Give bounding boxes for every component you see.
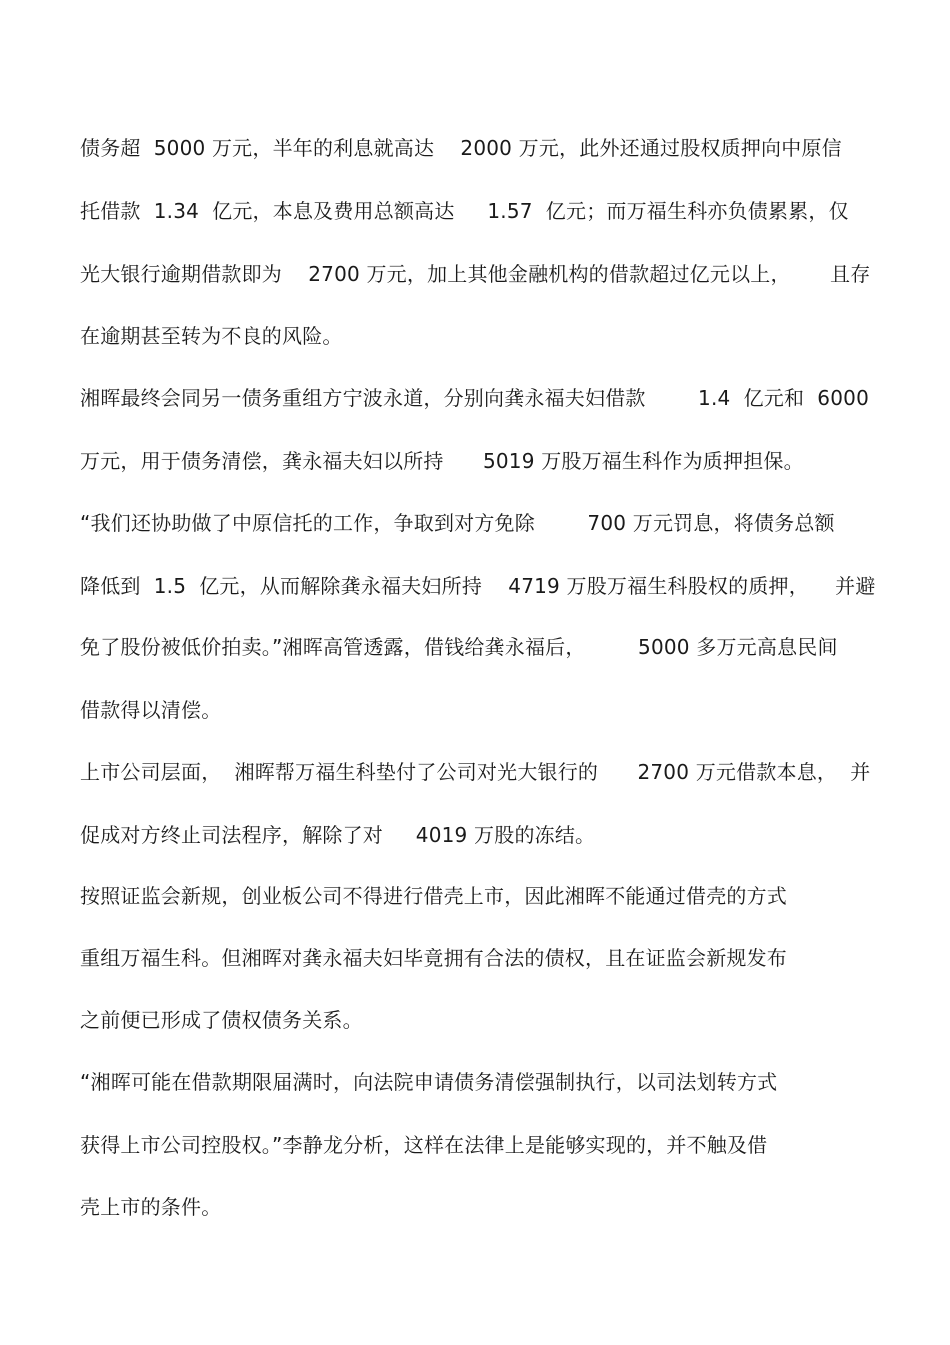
text-line: 之前便已形成了债权债务关系。 [80,1008,363,1032]
text-line: “我们还协助做了中原信托的工作，争取到对方免除 700 万元罚息，将债务总额 [80,511,835,535]
text-line: 光大银行逾期借款即为 2700 万元，加上其他金融机构的借款超过亿元以上， 且存 [80,262,871,286]
text-line: 托借款 1.34 亿元，本息及费用总额高达 1.57 亿元；而万福生科亦负债累累，仅 [80,199,849,223]
text-line: 促成对方终止司法程序，解除了对 4019 万股的冻结。 [80,823,596,847]
text-line: 万元，用于债务清偿，龚永福夫妇以所持 5019 万股万福生科作为质押担保。 [80,449,804,473]
text-line: 壳上市的条件。 [80,1195,222,1219]
text-line: 湘晖最终会同另一债务重组方宁波永道，分别向龚永福夫妇借款 1.4 亿元和 6000 [80,386,869,410]
text-line: 获得上市公司控股权。”李静龙分析，这样在法律上是能够实现的，并不触及借 [80,1133,768,1157]
text-line: 降低到 1.5 亿元，从而解除龚永福夫妇所持 4719 万股万福生科股权的质押， 并避 [80,574,876,598]
text-line: 借款得以清偿。 [80,698,222,722]
text-line: 按照证监会新规，创业板公司不得进行借壳上市，因此湘晖不能通过借壳的方式 [80,884,787,908]
text-line: 重组万福生科。但湘晖对龚永福夫妇毕竟拥有合法的债权，且在证监会新规发布 [80,946,787,970]
text-line: 在逾期甚至转为不良的风险。 [80,324,343,348]
text-line: “湘晖可能在借款期限届满时，向法院申请债务清偿强制执行，以司法划转方式 [80,1070,778,1094]
text-line: 上市公司层面， 湘晖帮万福生科垫付了公司对光大银行的 2700 万元借款本息， 并 [80,760,871,784]
text-line: 免了股份被低价拍卖。”湘晖高管透露，借钱给龚永福后， 5000 多万元高息民间 [80,635,838,659]
text-line: 债务超 5000 万元，半年的利息就高达 2000 万元，此外还通过股权质押向中原信 [80,136,842,160]
